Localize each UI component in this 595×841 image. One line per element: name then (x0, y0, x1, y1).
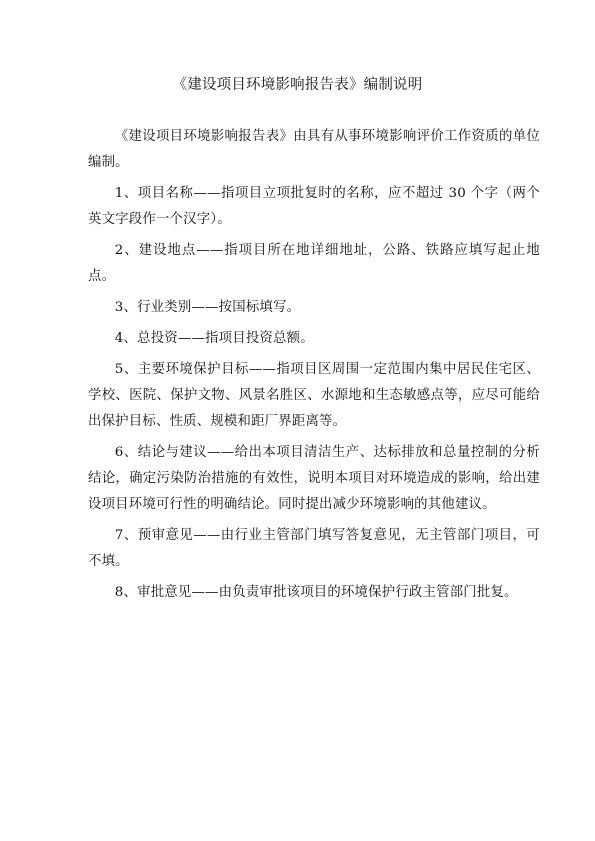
intro-paragraph: 《建设项目环境影响报告表》由具有从事环境影响评价工作资质的单位编制。 (88, 129, 540, 170)
item-conclusions: 6、结论与建议——给出本项目清洁生产、达标排放和总量控制的分析结论，确定污染防治措施的有效性，说明本项目对环境造成的影响，给出建设项目环境可行性的明确结论。同时提出减少环境影响的其他建议。 (88, 445, 540, 512)
item-industry-category: 3、行业类别——按国标填写。 (114, 300, 301, 315)
document-title: 《建设项目环境影响报告表》编制说明 (172, 77, 423, 93)
item-total-investment: 4、总投资——指项目投资总额。 (114, 331, 314, 346)
item-pre-review: 7、预审意见——由行业主管部门填写答复意见，无主管部门项目，可不填。 (88, 528, 540, 569)
item-project-name: 1、项目名称——指项目立项批复时的名称，应不超过 30 个字（两个英文字段作一个汉字）。 (88, 186, 540, 227)
item-protection-targets: 5、主要环境保护目标——指项目区周围一定范围内集中居民住宅区、学校、医院、保护文物、风景名胜区、水源地和生态敏感点等，应尽可能给出保护目标、性质、规模和距厂界距离等。 (88, 362, 540, 429)
document-body (88, 124, 540, 611)
item-construction-site: 2、建设地点——指项目所在地详细地址，公路、铁路应填写起止地点。 (88, 243, 540, 284)
item-approval: 8、审批意见——由负责审批该项目的环境保护行政主管部门批复。 (114, 585, 518, 600)
